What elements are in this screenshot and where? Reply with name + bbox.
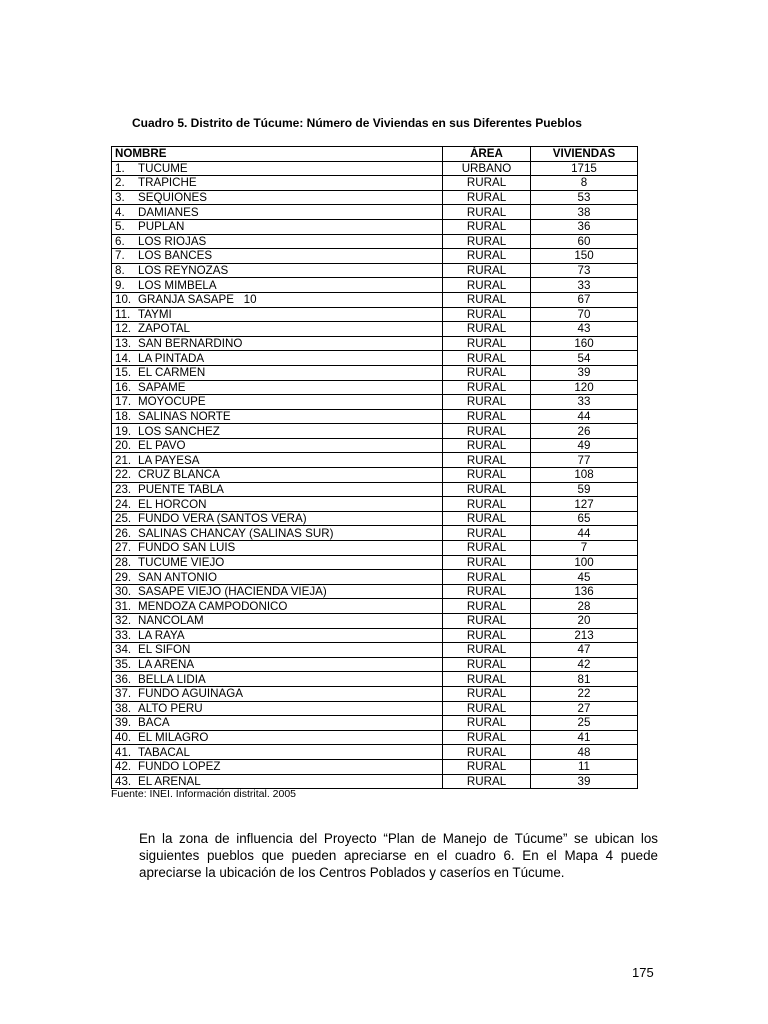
table-row: [112, 745, 638, 760]
pueblo-name: SALINAS NORTE: [138, 409, 231, 423]
cell-nombre: [112, 716, 443, 731]
cell-nombre: [112, 774, 443, 789]
cell-nombre: [112, 336, 443, 351]
cell-viviendas: 20: [531, 614, 638, 629]
table-row: [112, 161, 638, 176]
row-number: 25.: [115, 512, 132, 526]
table-row: [112, 759, 638, 774]
row-number: 28.: [115, 555, 132, 569]
pueblo-name: LA PAYESA: [138, 453, 200, 467]
row-number: 39.: [115, 716, 132, 730]
pueblo-name: SEQUIONES: [138, 191, 207, 205]
cell-area: RURAL: [443, 468, 531, 483]
pueblo-name: EL SIFON: [138, 643, 191, 657]
table-row: [112, 176, 638, 191]
table-row: [112, 672, 638, 687]
cell-nombre: [112, 409, 443, 424]
pueblo-name: LOS REYNOZAS: [138, 264, 229, 278]
cell-nombre: [112, 614, 443, 629]
cell-viviendas: 1715: [531, 161, 638, 176]
cell-area: RURAL: [443, 716, 531, 731]
viviendas-table: [111, 146, 638, 789]
table-row: [112, 351, 638, 366]
cell-area: RURAL: [443, 584, 531, 599]
pueblo-name: LA RAYA: [138, 628, 185, 642]
cell-nombre: [112, 438, 443, 453]
cell-area: RURAL: [443, 570, 531, 585]
cell-area: RURAL: [443, 438, 531, 453]
row-number: 8.: [115, 264, 125, 278]
cell-nombre: [112, 672, 443, 687]
table-row: [112, 219, 638, 234]
pueblo-name: CRUZ BLANCA: [138, 468, 220, 482]
cell-area: RURAL: [443, 205, 531, 220]
cell-area: RURAL: [443, 497, 531, 512]
row-number: 2.: [115, 176, 125, 190]
row-number: 36.: [115, 672, 132, 686]
row-number: 21.: [115, 453, 132, 467]
cell-nombre: [112, 453, 443, 468]
cell-viviendas: 36: [531, 219, 638, 234]
table-row: [112, 190, 638, 205]
cell-nombre: [112, 307, 443, 322]
table-row: [112, 336, 638, 351]
pueblo-name: TUCUME VIEJO: [138, 555, 225, 569]
pueblo-name: FUNDO VERA (SANTOS VERA): [138, 512, 307, 526]
pueblo-name: DAMIANES: [138, 205, 199, 219]
pueblo-name: TABACAL: [138, 745, 190, 759]
table-row: [112, 395, 638, 410]
table-row: [112, 249, 638, 264]
table-row: [112, 555, 638, 570]
table-row: [112, 482, 638, 497]
cell-nombre: [112, 628, 443, 643]
cell-viviendas: 48: [531, 745, 638, 760]
cell-nombre: [112, 468, 443, 483]
cell-area: RURAL: [443, 555, 531, 570]
cell-viviendas: 127: [531, 497, 638, 512]
cell-nombre: [112, 205, 443, 220]
pueblo-name: GRANJA SASAPE 10: [138, 293, 257, 307]
row-number: 41.: [115, 745, 132, 759]
cell-viviendas: 7: [531, 541, 638, 556]
row-number: 12.: [115, 322, 132, 336]
pueblo-name: EL PAVO: [138, 439, 186, 453]
cell-viviendas: 59: [531, 482, 638, 497]
table-row: [112, 599, 638, 614]
cell-viviendas: 28: [531, 599, 638, 614]
cell-area: RURAL: [443, 365, 531, 380]
pueblo-name: SALINAS CHANCAY (SALINAS SUR): [138, 526, 334, 540]
cell-nombre: [112, 686, 443, 701]
cell-viviendas: 8: [531, 176, 638, 191]
row-number: 19.: [115, 424, 132, 438]
table-row: [112, 365, 638, 380]
row-number: 7.: [115, 249, 125, 263]
cell-nombre: [112, 657, 443, 672]
header-viviendas: VIVIENDAS: [531, 147, 638, 162]
cell-area: RURAL: [443, 292, 531, 307]
pueblo-name: EL HORCON: [138, 497, 207, 511]
cell-area: RURAL: [443, 380, 531, 395]
cell-nombre: [112, 249, 443, 264]
cell-area: RURAL: [443, 249, 531, 264]
table-row: [112, 657, 638, 672]
cell-area: RURAL: [443, 511, 531, 526]
cell-nombre: [112, 643, 443, 658]
cell-viviendas: 41: [531, 730, 638, 745]
cell-viviendas: 160: [531, 336, 638, 351]
cell-area: RURAL: [443, 307, 531, 322]
table-row: [112, 307, 638, 322]
source-note: Fuente: INEI. Información distrital. 2005: [111, 788, 297, 800]
cell-nombre: [112, 570, 443, 585]
pueblo-name: LA ARENA: [138, 658, 195, 672]
table-caption: Cuadro 5. Distrito de Túcume: Número de Viviendas en sus Diferentes Pueblos: [132, 116, 582, 130]
cell-viviendas: 60: [531, 234, 638, 249]
table-row: [112, 511, 638, 526]
cell-viviendas: 65: [531, 511, 638, 526]
cell-viviendas: 45: [531, 570, 638, 585]
cell-viviendas: 42: [531, 657, 638, 672]
cell-area: URBANO: [443, 161, 531, 176]
table-row: [112, 263, 638, 278]
cell-viviendas: 43: [531, 322, 638, 337]
row-number: 31.: [115, 599, 132, 613]
cell-area: RURAL: [443, 322, 531, 337]
table-row: [112, 716, 638, 731]
row-number: 5.: [115, 220, 125, 234]
row-number: 9.: [115, 278, 125, 292]
pueblo-name: LOS BANCES: [138, 249, 213, 263]
cell-area: RURAL: [443, 176, 531, 191]
row-number: 40.: [115, 731, 132, 745]
cell-nombre: [112, 541, 443, 556]
cell-viviendas: 39: [531, 774, 638, 789]
body-paragraph: En la zona de influencia del Proyecto “Plan de Manejo de Túcume” se ubican los siguientes pueblos que pueden apreciarse en el cuadro 6. En el Mapa 4 puede apreciarse la ubicación de los Centros Poblados y caseríos en Túcume.: [139, 831, 658, 880]
pueblo-name: SAPAME: [138, 380, 186, 394]
cell-viviendas: 108: [531, 468, 638, 483]
cell-viviendas: 49: [531, 438, 638, 453]
cell-nombre: [112, 395, 443, 410]
cell-viviendas: 67: [531, 292, 638, 307]
table-row: [112, 628, 638, 643]
pueblo-name: SAN ANTONIO: [138, 570, 218, 584]
row-number: 30.: [115, 585, 132, 599]
cell-nombre: [112, 380, 443, 395]
cell-nombre: [112, 497, 443, 512]
cell-viviendas: 22: [531, 686, 638, 701]
cell-nombre: [112, 190, 443, 205]
cell-area: RURAL: [443, 409, 531, 424]
pueblo-name: EL ARENAL: [138, 774, 201, 788]
row-number: 10.: [115, 293, 132, 307]
pueblo-name: TRAPICHE: [138, 176, 197, 190]
cell-viviendas: 54: [531, 351, 638, 366]
cell-viviendas: 77: [531, 453, 638, 468]
row-number: 18.: [115, 409, 132, 423]
cell-viviendas: 100: [531, 555, 638, 570]
table-header-row: [112, 147, 638, 162]
cell-area: RURAL: [443, 599, 531, 614]
pueblo-name: LA PINTADA: [138, 351, 205, 365]
table-row: [112, 614, 638, 629]
table-row: [112, 570, 638, 585]
table-row: [112, 409, 638, 424]
pueblo-name: MENDOZA CAMPODONICO: [138, 599, 288, 613]
cell-nombre: [112, 292, 443, 307]
cell-nombre: [112, 599, 443, 614]
cell-viviendas: 26: [531, 424, 638, 439]
table-row: [112, 424, 638, 439]
cell-nombre: [112, 584, 443, 599]
cell-nombre: [112, 730, 443, 745]
cell-nombre: [112, 219, 443, 234]
cell-nombre: [112, 176, 443, 191]
row-number: 29.: [115, 570, 132, 584]
row-number: 24.: [115, 497, 132, 511]
row-number: 22.: [115, 468, 132, 482]
cell-nombre: [112, 278, 443, 293]
pueblo-name: EL MILAGRO: [138, 731, 209, 745]
cell-area: RURAL: [443, 774, 531, 789]
cell-area: RURAL: [443, 657, 531, 672]
table-row: [112, 584, 638, 599]
row-number: 20.: [115, 439, 132, 453]
cell-nombre: [112, 424, 443, 439]
cell-area: RURAL: [443, 453, 531, 468]
pueblo-name: ZAPOTAL: [138, 322, 190, 336]
table-row: [112, 701, 638, 716]
cell-viviendas: 38: [531, 205, 638, 220]
cell-nombre: [112, 365, 443, 380]
pueblo-name: ALTO PERU: [138, 701, 203, 715]
table-row: [112, 541, 638, 556]
cell-viviendas: 25: [531, 716, 638, 731]
cell-nombre: [112, 701, 443, 716]
pueblo-name: FUNDO SAN LUIS: [138, 541, 236, 555]
table-row: [112, 730, 638, 745]
table-row: [112, 380, 638, 395]
cell-area: RURAL: [443, 701, 531, 716]
cell-viviendas: 11: [531, 759, 638, 774]
cell-nombre: [112, 526, 443, 541]
cell-area: RURAL: [443, 351, 531, 366]
row-number: 6.: [115, 234, 125, 248]
row-number: 42.: [115, 760, 132, 774]
cell-viviendas: 33: [531, 395, 638, 410]
cell-area: RURAL: [443, 526, 531, 541]
pueblo-name: FUNDO LOPEZ: [138, 760, 221, 774]
row-number: 23.: [115, 482, 132, 496]
row-number: 34.: [115, 643, 132, 657]
row-number: 33.: [115, 628, 132, 642]
cell-area: RURAL: [443, 424, 531, 439]
row-number: 37.: [115, 687, 132, 701]
pueblo-name: TUCUME: [138, 161, 188, 175]
table-body: [112, 161, 638, 789]
cell-area: RURAL: [443, 234, 531, 249]
cell-nombre: [112, 322, 443, 337]
page-number: 175: [632, 965, 654, 980]
row-number: 43.: [115, 774, 132, 788]
cell-viviendas: 73: [531, 263, 638, 278]
table-row: [112, 453, 638, 468]
row-number: 3.: [115, 191, 125, 205]
cell-nombre: [112, 234, 443, 249]
row-number: 27.: [115, 541, 132, 555]
cell-area: RURAL: [443, 672, 531, 687]
cell-area: RURAL: [443, 628, 531, 643]
pueblo-name: BELLA LIDIA: [138, 672, 206, 686]
cell-nombre: [112, 745, 443, 760]
pueblo-name: PUPLAN: [138, 220, 185, 234]
cell-viviendas: 70: [531, 307, 638, 322]
cell-nombre: [112, 482, 443, 497]
row-number: 1.: [115, 161, 125, 175]
cell-viviendas: 33: [531, 278, 638, 293]
row-number: 26.: [115, 526, 132, 540]
pueblo-name: EL CARMEN: [138, 366, 206, 380]
table-row: [112, 322, 638, 337]
cell-nombre: [112, 555, 443, 570]
pueblo-name: PUENTE TABLA: [138, 482, 224, 496]
cell-viviendas: 81: [531, 672, 638, 687]
row-number: 35.: [115, 658, 132, 672]
row-number: 13.: [115, 337, 132, 351]
cell-nombre: [112, 511, 443, 526]
pueblo-name: BACA: [138, 716, 170, 730]
cell-nombre: [112, 161, 443, 176]
pueblo-name: FUNDO AGUINAGA: [138, 687, 244, 701]
row-number: 38.: [115, 701, 132, 715]
pueblo-name: LOS SANCHEZ: [138, 424, 220, 438]
row-number: 32.: [115, 614, 132, 628]
cell-area: RURAL: [443, 336, 531, 351]
pueblo-name: MOYOCUPE: [138, 395, 206, 409]
cell-nombre: [112, 759, 443, 774]
cell-viviendas: 213: [531, 628, 638, 643]
cell-area: RURAL: [443, 614, 531, 629]
cell-viviendas: 136: [531, 584, 638, 599]
header-nombre: NOMBRE: [112, 147, 443, 162]
pueblo-name: LOS MIMBELA: [138, 278, 217, 292]
table-row: [112, 526, 638, 541]
pueblo-name: NANCOLAM: [138, 614, 204, 628]
cell-area: RURAL: [443, 745, 531, 760]
cell-viviendas: 27: [531, 701, 638, 716]
cell-area: RURAL: [443, 482, 531, 497]
cell-nombre: [112, 263, 443, 278]
cell-viviendas: 120: [531, 380, 638, 395]
table-row: [112, 438, 638, 453]
table-row: [112, 278, 638, 293]
table-row: [112, 292, 638, 307]
row-number: 14.: [115, 351, 132, 365]
cell-viviendas: 44: [531, 409, 638, 424]
row-number: 17.: [115, 395, 132, 409]
cell-nombre: [112, 351, 443, 366]
pueblo-name: TAYMI: [138, 307, 172, 321]
cell-viviendas: 150: [531, 249, 638, 264]
pueblo-name: LOS RIOJAS: [138, 234, 207, 248]
cell-area: RURAL: [443, 643, 531, 658]
cell-area: RURAL: [443, 190, 531, 205]
table-row: [112, 468, 638, 483]
table-row: [112, 497, 638, 512]
table-row: [112, 686, 638, 701]
table-row: [112, 205, 638, 220]
cell-area: RURAL: [443, 278, 531, 293]
cell-area: RURAL: [443, 541, 531, 556]
cell-area: RURAL: [443, 263, 531, 278]
cell-area: RURAL: [443, 395, 531, 410]
row-number: 4.: [115, 205, 125, 219]
pueblo-name: SASAPE VIEJO (HACIENDA VIEJA): [138, 585, 327, 599]
row-number: 11.: [115, 307, 131, 321]
cell-viviendas: 44: [531, 526, 638, 541]
cell-area: RURAL: [443, 686, 531, 701]
cell-viviendas: 53: [531, 190, 638, 205]
row-number: 16.: [115, 380, 132, 394]
cell-area: RURAL: [443, 730, 531, 745]
pueblo-name: SAN BERNARDINO: [138, 337, 243, 351]
cell-area: RURAL: [443, 759, 531, 774]
row-number: 15.: [115, 366, 132, 380]
table-row: [112, 643, 638, 658]
header-area: ÁREA: [443, 147, 531, 162]
table-row: [112, 234, 638, 249]
table-row: [112, 774, 638, 789]
cell-area: RURAL: [443, 219, 531, 234]
cell-viviendas: 47: [531, 643, 638, 658]
cell-viviendas: 39: [531, 365, 638, 380]
